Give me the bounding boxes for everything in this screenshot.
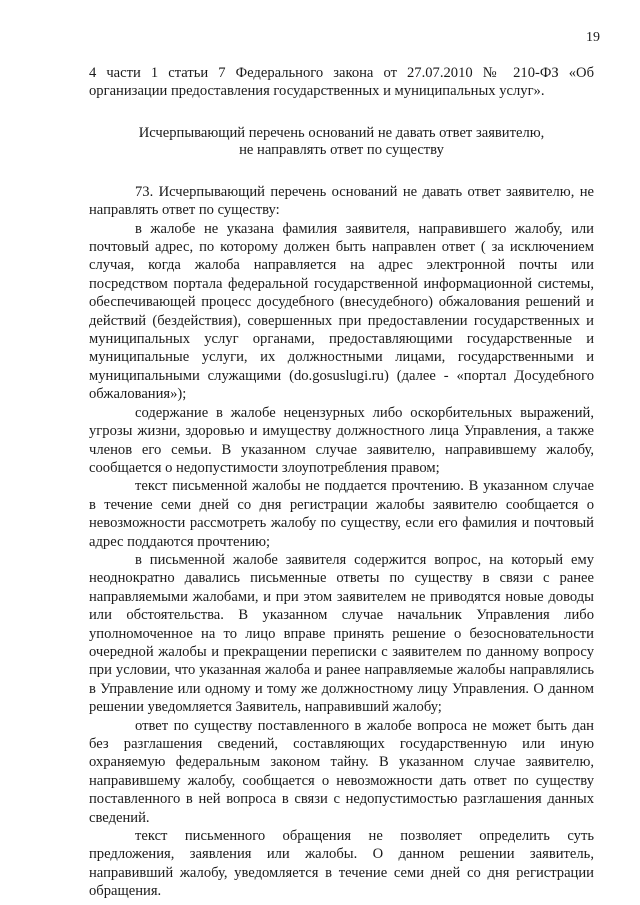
paragraph-73-intro: 73. Исчерпывающий перечень оснований не давать ответ заявителю, не направлять ответ по существу: [89, 183, 594, 219]
section-heading [89, 125, 594, 159]
section-heading-line-2: не направлять ответ по существу [239, 141, 444, 158]
paragraph-unreadable-text: текст письменной жалобы не поддается прочтению. В указанном случае в течение семи дней со дня регистрации жалобы заявителю сообщается о невозможности рассмотреть жалобу по существу, если его фамилия и почтовый адрес поддаются прочтению; [89, 478, 594, 550]
paragraph-repeated-question: в письменной жалобе заявителя содержится вопрос, на который ему неоднократно давались письменные ответы по существу в связи с ранее направляемыми жалобами, и при этом заявителем не приводятся новые доводы или обстоятельства. В указанном случае начальник Управления либо уполномоченное на то лицо вправе принять решение о безосновательности очередной жалобы и прекращении переписки с заявителем по данному вопросу при условии, что указанная жалоба и ранее направляемые жалобы направлялись в Управление или одному и тому же должностному лицу Управления. О данном решении уведомляется Заявитель, направивший жалобу; [89, 551, 594, 716]
paragraph-state-secret: ответ по существу поставленного в жалобе вопроса не может быть дан без разглашения сведений, составляющих государственную или иную охраняемую федеральным законом тайну. В указанном случае заявителю, направившему жалобу, сообщается о невозможности дать ответ по существу поставленного в ней вопроса в связи с недопустимостью разглашения данных сведений. [89, 717, 594, 826]
paragraph-unclear-essence: текст письменного обращения не позволяет определить суть предложения, заявления или жалобы. О данном решении заявитель, направивший жалобу, уведомляется в течение семи дней со дня регистрации обращения. [89, 828, 594, 900]
document-body [89, 64, 594, 901]
page-number: 19 [586, 30, 600, 45]
section-heading-line-1: Исчерпывающий перечень оснований не давать ответ заявителю, [138, 124, 545, 141]
paragraph-obscene-content: содержание в жалобе нецензурных либо оскорбительных выражений, угрозы жизни, здоровью и имуществу должностного лица Управления, а также членов его семьи. В указанном случае заявителю, направившему жалобу, сообщается о недопустимости злоупотребления правом; [89, 404, 594, 476]
paragraph-no-surname-or-address: в жалобе не указана фамилия заявителя, направившего жалобу, или почтовый адрес, по которому должен быть направлен ответ ( за исключением случая, когда жалоба направляется на адрес электронной почты или посредством портала федеральной государственной информационной системы, обеспечивающей процесс досудебного (внесудебного) обжалования решений и действий (бездействия), совершенных при предоставлении государственных и муниципальных услуг органами, предоставляющими государственные и муниципальные услуги, их должностными лицами, государственными и муниципальными служащими (do.gosuslugi.ru) (далее - «портал Досудебного обжалования»); [89, 220, 594, 403]
lead-paragraph: 4 части 1 статьи 7 Федерального закона от 27.07.2010 № 210-ФЗ «Об организации предоставления государственных и муниципальных услуг». [89, 65, 594, 100]
